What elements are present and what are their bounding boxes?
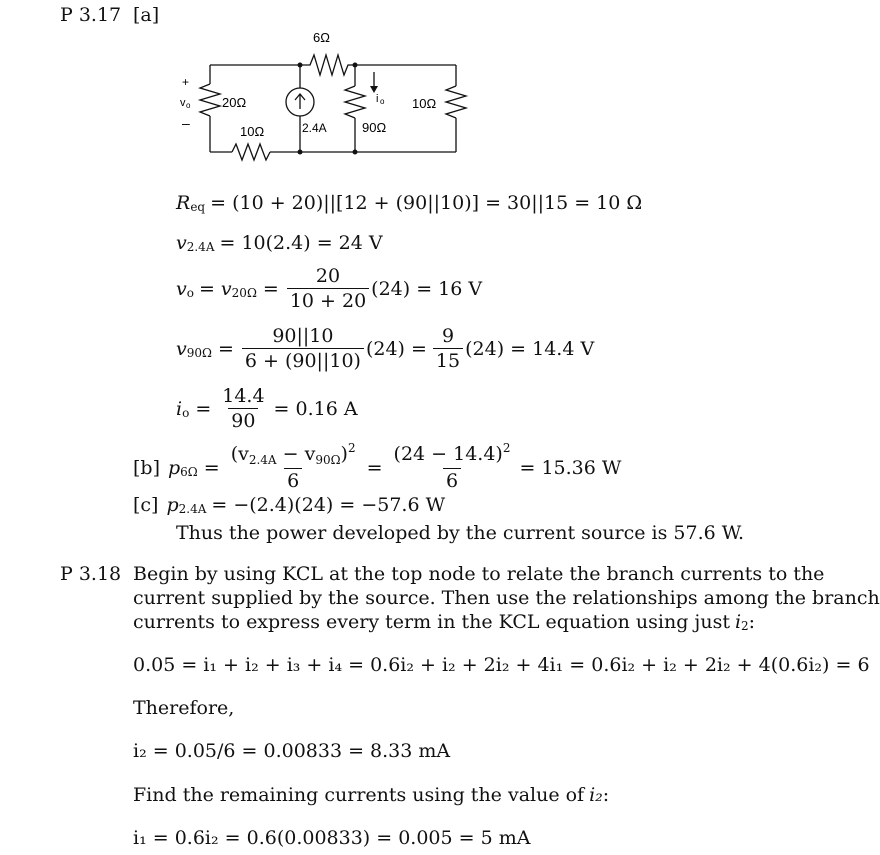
p6-equals-2: = — [366, 456, 383, 479]
p6-num1-sup: 2 — [347, 441, 356, 455]
req-rhs: = (10 + 20)||[12 + (90||10)] = 30||15 = 10 Ω — [210, 192, 643, 214]
io-fraction — [219, 384, 267, 433]
io-denominator: 90 — [228, 408, 258, 433]
part-a-label: [a] — [133, 4, 160, 26]
label-6ohm: 6Ω — [313, 30, 330, 45]
p6-fraction-1 — [228, 442, 359, 493]
equation-io — [176, 384, 358, 433]
i2-equation: i₂ = 0.05/6 = 0.00833 = 8.33 mA — [133, 740, 451, 762]
io-rhs: = 0.16 A — [273, 397, 358, 420]
kcl-equation: 0.05 = i₁ + i₂ + i₃ + i₄ = 0.6i₂ + i₂ + 2i₂ + 4i₁ = 0.6i₂ + i₂ + 2i₂ + 4(0.6i₂) = 6 — [133, 654, 870, 676]
v90-symbol: v — [176, 337, 187, 360]
vo-label: v — [180, 97, 186, 109]
therefore-text: Therefore, — [133, 697, 235, 719]
vo-subscript: o — [186, 285, 194, 300]
p6-num1-close: ) — [340, 443, 348, 465]
vo-mid-subscript: 20Ω — [231, 285, 257, 300]
p24-symbol: p — [166, 494, 179, 516]
vo-plus: + — [182, 75, 190, 89]
vo-symbol: v — [176, 277, 187, 300]
io-equals: = — [195, 397, 212, 420]
p6-denominator-2: 6 — [443, 468, 461, 493]
p6-numerator-2 — [391, 442, 514, 468]
label-source: 2.4A — [302, 121, 327, 135]
p318-para-line1: Begin by using KCL at the top node to relate the branch currents to the — [133, 563, 825, 585]
find-colon: : — [602, 784, 610, 806]
io-subscript: o — [380, 97, 385, 106]
p6-symbol: p — [168, 456, 181, 479]
p6-fraction-2 — [391, 442, 514, 493]
req-symbol: R — [176, 192, 191, 214]
p24-subscript: 2.4A — [178, 502, 207, 516]
p6-rhs: = 15.36 W — [519, 456, 622, 479]
vo-equals: = — [262, 277, 279, 300]
p6-equals: = — [203, 456, 220, 479]
io-numerator: 14.4 — [222, 385, 265, 407]
p318-colon: : — [748, 611, 756, 633]
i1-equation: i₁ = 0.6i₂ = 0.6(0.00833) = 0.005 = 5 mA — [133, 827, 531, 849]
v24-rhs: = 10(2.4) = 24 V — [219, 232, 383, 254]
v90-subscript: 90Ω — [186, 345, 212, 360]
equation-vo — [176, 264, 482, 313]
v90-numerator-2: 9 — [441, 325, 455, 347]
vo-rhs: (24) = 16 V — [371, 277, 483, 300]
v24-symbol: v — [176, 232, 187, 254]
p318-para-line2: current supplied by the source. Then use the relationships among the branch — [133, 587, 880, 609]
problem-label: P 3.17 — [60, 4, 122, 26]
io-label: i — [376, 93, 379, 105]
v90-fraction-2 — [433, 324, 463, 373]
vo-numerator: 20 — [315, 265, 341, 287]
p6-num2-sup: 2 — [502, 441, 511, 455]
problem-label-318: P 3.18 — [60, 563, 122, 585]
part-c-label: [c] — [133, 494, 159, 516]
v90-denominator-2: 15 — [433, 348, 463, 373]
power-conclusion: Thus the power developed by the current source is 57.6 W. — [176, 522, 745, 544]
label-20ohm: 20Ω — [222, 95, 247, 110]
v90-fraction-1 — [242, 324, 364, 373]
v90-mid: (24) = — [365, 337, 427, 360]
equation-v24 — [176, 232, 383, 254]
p318-para-line3-text: currents to express every term in the KCL equation using just — [133, 611, 730, 633]
equation-v90 — [176, 324, 594, 373]
equation-p6 — [133, 442, 621, 493]
part-b-label: [b] — [133, 456, 160, 479]
p318-para-line3 — [133, 611, 755, 633]
p24-rhs: = −(2.4)(24) = −57.6 W — [211, 494, 446, 516]
find-remaining-text — [133, 784, 609, 806]
v90-equals: = — [217, 337, 234, 360]
vo-denominator: 10 + 20 — [287, 288, 369, 313]
vo-fraction — [287, 264, 369, 313]
equation-p24 — [133, 494, 445, 516]
p318-var-sub: 2 — [741, 619, 749, 633]
vo-minus: – — [182, 115, 190, 131]
label-90ohm: 90Ω — [362, 120, 387, 135]
find-text: Find the remaining currents using the value of — [133, 784, 585, 806]
v24-subscript: 2.4A — [186, 240, 215, 254]
p6-subscript: 6Ω — [180, 464, 198, 479]
p6-num2-base: (24 − 14.4) — [393, 443, 503, 465]
req-subscript: eq — [190, 200, 206, 214]
p6-num1-sub2: 90Ω — [315, 453, 341, 467]
vo-subscript: o — [186, 101, 191, 110]
io-subscript: o — [182, 405, 190, 420]
label-10ohm-bottom: 10Ω — [240, 124, 265, 139]
p6-num1-open: (v — [230, 443, 249, 465]
p6-denominator-1: 6 — [284, 468, 302, 493]
vo-mid: = v — [198, 277, 232, 300]
p6-numerator-1 — [228, 442, 359, 468]
v90-numerator-1: 90||10 — [272, 325, 334, 347]
equation-req — [176, 192, 642, 214]
p6-num1-sub1: 2.4A — [248, 453, 277, 467]
v90-denominator-1: 6 + (90||10) — [242, 348, 364, 373]
v90-rhs: (24) = 14.4 V — [465, 337, 595, 360]
find-var: i₂ — [589, 784, 603, 806]
p318-var: i — [734, 611, 742, 633]
label-10ohm-right: 10Ω — [412, 96, 437, 111]
circuit-diagram — [160, 22, 480, 162]
p6-num1-minus: − v — [276, 443, 316, 465]
io-symbol: i — [176, 397, 183, 420]
